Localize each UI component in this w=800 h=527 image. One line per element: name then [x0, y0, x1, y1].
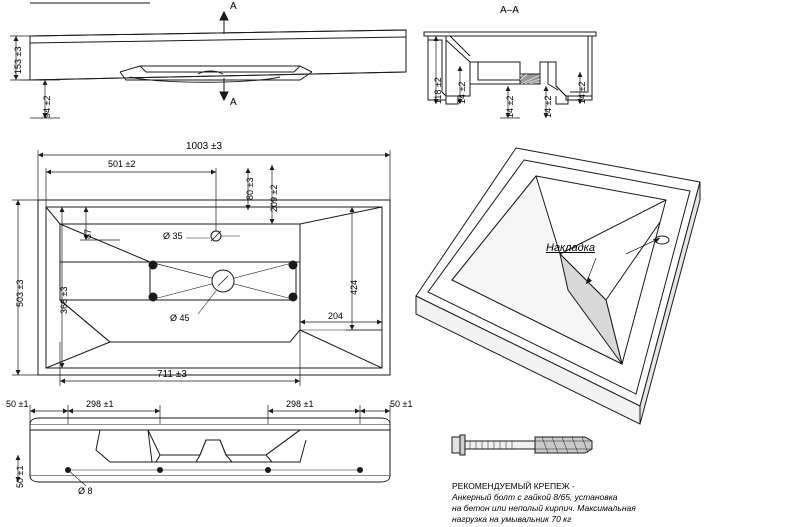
- bottom-elevation-view: [30, 418, 390, 486]
- section-marker-bottom-label: A: [230, 97, 237, 108]
- plan-view: [38, 200, 390, 375]
- dim-298-left-label: 298 ±1: [86, 399, 114, 409]
- dim-87-label: 87: [83, 228, 93, 239]
- fastener-note-line3: нагрузка на умывальник 70 кг: [452, 514, 572, 524]
- section-title-label: A–A: [500, 5, 519, 16]
- dim-50-vert-label: 50 ±1: [15, 465, 25, 488]
- section-arrow-bottom: [220, 78, 228, 100]
- dim-50-right-label: 50 ±1: [390, 399, 413, 409]
- dim-298-right-label: 298 ±1: [286, 399, 314, 409]
- hole-45-label: Ø 45: [170, 313, 190, 323]
- dim-118-label: 118 ±2: [433, 77, 443, 104]
- dim-204-label: 204: [328, 311, 344, 321]
- dim-424-label: 424: [349, 279, 359, 295]
- dim-80-label: 80 ±3: [245, 177, 255, 200]
- dim-14c-label: 14 ±2: [543, 95, 553, 118]
- anchor-bolt-illustration: [452, 435, 592, 455]
- hole-35-label: Ø 35: [163, 231, 183, 241]
- fastener-note-line2: на бетон или неполый кирпич. Максимальная: [452, 503, 636, 513]
- dim-14a-label: 14 ±2: [457, 81, 467, 104]
- front-elevation-view: [30, 30, 406, 82]
- dim-209-label: 209 ±2: [269, 184, 279, 212]
- hole-8-label: Ø 8: [78, 486, 93, 496]
- fastener-note-title: РЕКОМЕНДУЕМЫЙ КРЕПЕЖ -: [452, 481, 575, 491]
- dim-50-left-label: 50 ±1: [6, 399, 29, 409]
- section-aa-view: [424, 32, 596, 104]
- dim-14b-label: 14 ±2: [505, 95, 515, 118]
- dim-153-label: 153 ±3: [13, 46, 23, 74]
- isometric-view: [416, 148, 700, 424]
- dim-94: [20, 80, 60, 118]
- fastener-note-line1: Анкерный болт с гайкой 8/65, установка: [452, 492, 618, 502]
- dim-14d-label: 14 ±2: [577, 81, 587, 104]
- dim-1003-label: 1003 ±3: [186, 141, 223, 152]
- dim-94-label: 94 ±2: [42, 95, 52, 118]
- dim-503-label: 503 ±3: [15, 279, 25, 307]
- overlay-callout-label: Накладка: [546, 242, 595, 254]
- dim-711-label: 711 ±3: [157, 369, 187, 380]
- dim-366-label: 366 ±3: [59, 286, 69, 314]
- section-arrow-top: [212, 12, 236, 34]
- section-marker-top-label: A: [230, 1, 237, 12]
- dim-501-label: 501 ±2: [108, 159, 136, 169]
